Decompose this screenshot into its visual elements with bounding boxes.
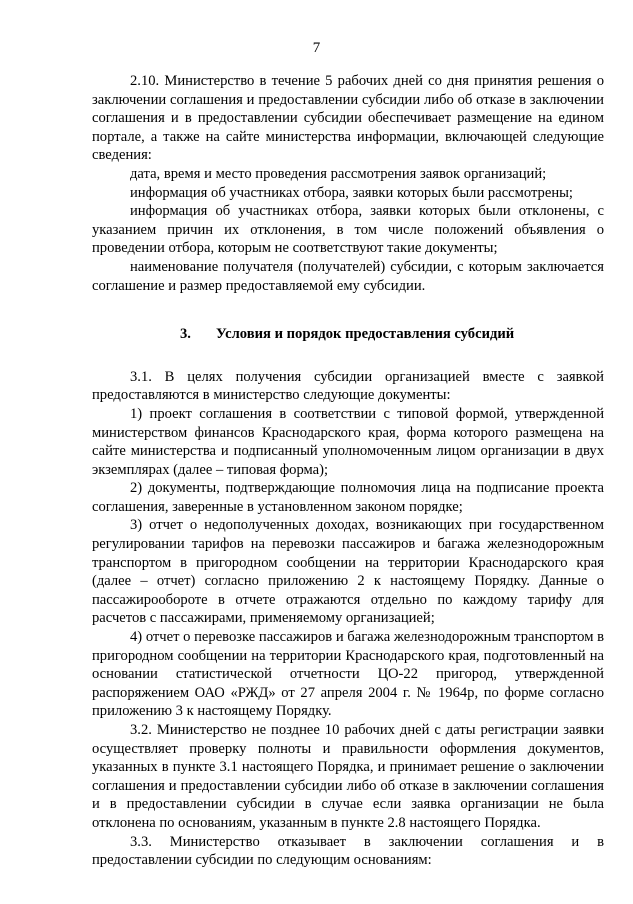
paragraph-3-2: 3.2. Министерство не позднее 10 рабочих дней с даты регистрации заявки осуществляет проверку полноты и правильности оформления документов, указанных в пункте 3.1 настоящего Порядка, и принимает решение о заключении соглашения и предоставлении субсидии либо об отказе в заключении соглашения и в предоставлении субсидии в случае если заявка организации не была отклонена по основаниям, указанным в пункте 2.8 настоящего Порядка. bbox=[92, 722, 604, 831]
list-item: 2) документы, подтверждающие полномочия лица на подписание проекта соглашения, заверенные в установленном законом порядке; bbox=[92, 480, 604, 515]
section-title: Условия и порядок предоставления субсидий bbox=[216, 326, 515, 343]
list-item: дата, время и место проведения рассмотрения заявок организаций; bbox=[130, 165, 547, 182]
document-body bbox=[92, 72, 604, 870]
list-item: наименование получателя (получателей) субсидии, с которым заключается соглашение и размер предоставляемой ему субсидии. bbox=[92, 258, 604, 294]
list-item: 3) отчет о недополученных доходах, возникающих при государственном регулировании тарифов на перевозки пассажиров и багажа железнодорожным транспортом в пригородном сообщении на территории Краснодарского края (далее – отчет) согласно приложению 2 к настоящему Порядку. Данные о пассажирообороте в отчете отражаются отдельно по каждому тарифу для расчетов с пассажирами, применяемому организацией; bbox=[92, 517, 604, 627]
section-number: 3. bbox=[180, 326, 191, 343]
list-item: 1) проект соглашения в соответствии с типовой формой, утвержденной министерством финансов Краснодарского края, форма которого размещена на сайте министерства и подписанный уполномоченным лицом организации в двух экземплярах (далее – типовая форма); bbox=[92, 405, 604, 478]
paragraph-3-1: 3.1. В целях получения субсидии организацией вместе с заявкой предоставляются в министерство следующие документы: bbox=[92, 368, 604, 404]
paragraph-3-3: 3.3. Министерство отказывает в заключении соглашения и в предоставлении субсидии по следующим основаниям: bbox=[92, 833, 604, 869]
list-item: 4) отчет о перевозке пассажиров и багажа железнодорожным транспортом в пригородном сообщении на территории Краснодарского края, подготовленный на основании статистической отчетности ЦО-22 пригород, утвержденной распоряжением ОАО «РЖД» от 27 апреля 2004 г. № 1964р, по форме согласно приложению 3 к настоящему Порядку. bbox=[92, 629, 604, 720]
section-heading bbox=[92, 325, 604, 344]
list-item: информация об участниках отбора, заявки которых были рассмотрены; bbox=[130, 184, 573, 201]
page-number: 7 bbox=[312, 40, 321, 56]
paragraph-2-10: 2.10. Министерство в течение 5 рабочих дней со дня принятия решения о заключении соглашения и предоставлении субсидии либо об отказе в заключении соглашения и в предоставлении субсидии обеспечивает размещение на едином портале, а также на сайте министерства информации, включающей следующие сведения: bbox=[92, 73, 604, 164]
list-item: информация об участниках отбора, заявки которых были отклонены, с указанием причин их отклонения, в том числе положений объявления о проведении отбора, которым не соответствуют такие документы; bbox=[92, 203, 604, 257]
